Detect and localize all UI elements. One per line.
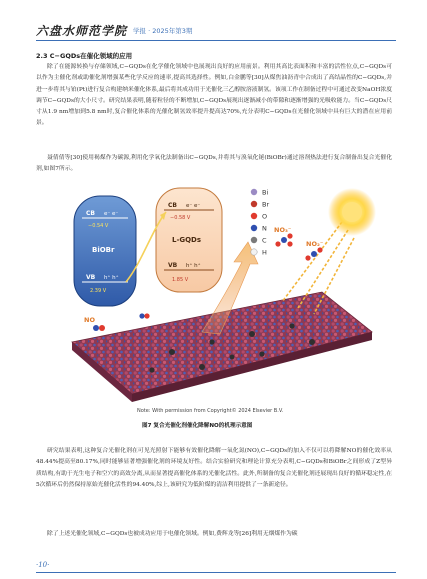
paragraph-electrocatalysis: 除了上述光催化领域,C−GQDs也被成功应用于电催化领域。例如,费辉龙等[26]利用无烟煤作为碳 — [47, 531, 298, 537]
biobr-cb-electrons: e⁻ e⁻ — [104, 211, 119, 217]
journal-logo: 六盘水师范学院 — [36, 23, 128, 38]
legend-swatch-bi — [251, 189, 257, 195]
legend-swatch-c — [251, 237, 257, 243]
paragraph-results: 研究结果表明,这种复合光催化剂在可见光照射下能够有效催化降解一氧化氮(NO),C−GQDs的加入不仅可以将降解NO的催化效率从48.44%提高至80.17%,同时能够显著增强催化剂的环境友好性。结合实验研究和理论计算充分表明,C−GQDs和BiOBr之间形成了Z型异质结构,有助于光生电子和空穴的高效分离,从而显著提高催化体系的光催化活性。此外,所制备的复合光催化剂还展现出良好的循环稳定性,在5次循环后仍然保持原始光催化活性的94.40%,综上,该研究为低阶煤的清洁利用提供了一条新途径。 — [36, 448, 392, 488]
mechanism-figure — [52, 182, 382, 404]
biobr-cb-label: CB — [86, 210, 95, 217]
lgqds-vb-holes: h⁺ h⁺ — [186, 263, 201, 269]
biobr-label: BiOBr — [92, 246, 115, 254]
section-heading: 2.3 C−GQDs在催化领域的应用 — [36, 52, 133, 60]
legend-label-h: H — [262, 248, 267, 257]
journal-issue: 学报 · 2025年第3期 — [133, 26, 193, 35]
no-label: NO — [84, 316, 95, 324]
biobr-vb-holes: h⁺ h⁺ — [104, 275, 119, 281]
biobr-band-diagram — [74, 196, 136, 306]
lgqds-label: L-GQDs — [172, 236, 202, 244]
legend-label-n: N — [262, 224, 267, 233]
biobr-vb-potential: 2.39 V — [90, 288, 107, 294]
nitrite-label: NO₂⁻ — [306, 240, 324, 248]
legend-label-o: O — [262, 212, 268, 221]
footer-rule — [36, 572, 396, 573]
legend-swatch-h — [251, 249, 257, 255]
figure-caption: 图7 复合光催化剂催化降解NO的机理示意图 — [142, 423, 253, 429]
lgqds-band-diagram — [156, 188, 222, 292]
legend-swatch-n — [251, 225, 257, 231]
biobr-cb-potential: −0.54 V — [88, 223, 109, 229]
legend-swatch-br — [251, 201, 257, 207]
element-legend — [251, 189, 270, 257]
legend-label-br: Br — [262, 200, 270, 209]
legend-label-bi: Bi — [262, 188, 269, 197]
lgqds-cb-potential: −0.58 V — [170, 215, 191, 221]
biobr-vb-label: VB — [86, 274, 96, 281]
lgqds-vb-label: VB — [168, 262, 178, 269]
nitrate-label: NO₃⁻ — [274, 226, 292, 234]
lgqds-vb-potential: 1.85 V — [172, 277, 189, 283]
legend-swatch-o — [251, 213, 257, 219]
paragraph-lignite-biobr: 聂倩倩等[30]使用褐煤作为碳源,利用化学氧化法制备出C−GQDs,并将其与溴氧化铋(BiOBr)通过溶剂热法进行复合制备出复合光催化剂,如图7所示。 — [36, 155, 392, 173]
journal-header — [36, 20, 396, 41]
product-molecules — [274, 226, 323, 261]
lgqds-cb-electrons: e⁻ e⁻ — [186, 203, 201, 209]
figure-permission-note: Note: With permission from Copyright© 2024 Elsevier B.V. — [137, 408, 284, 414]
page-number: ·10· — [36, 561, 50, 569]
paragraph-catalysis-intro: 除了在能源转换与存储领域,C−GQDs在化学催化领域中也展现出良好的应用前景。利用其高比表面积和丰富的活性位点,C−GQDs可以作为主催化剂或助催化剂增强某些化学反应的速率,提高其选择性。例如,白金鹏等[30]从煤焦油沥青中合成出了高结晶性的C−GQDs,并进一步将其与铂(Pt)进行复合构建纳米催化体系,最后将其成功用于光催化三乙醇胺溶液制氢。该项工作在制备过程中可通过改变NaOH浓度调节C−GQDs的大小尺寸。研究结果表明,随着粒径的不断增加,C−GQDs展现出逐渐减小的带隙和逐渐增强的光吸收能力。当C−GQDs尺寸从1.9 nm增加到5.8 nm时,复合催化体系的光催化制氢效率提升提高达70%,充分表明C−GQDs在光催化领域中具有巨大的潜在应用前景。 — [36, 64, 392, 127]
legend-label-c: C — [262, 236, 267, 245]
lgqds-cb-label: CB — [168, 202, 177, 209]
